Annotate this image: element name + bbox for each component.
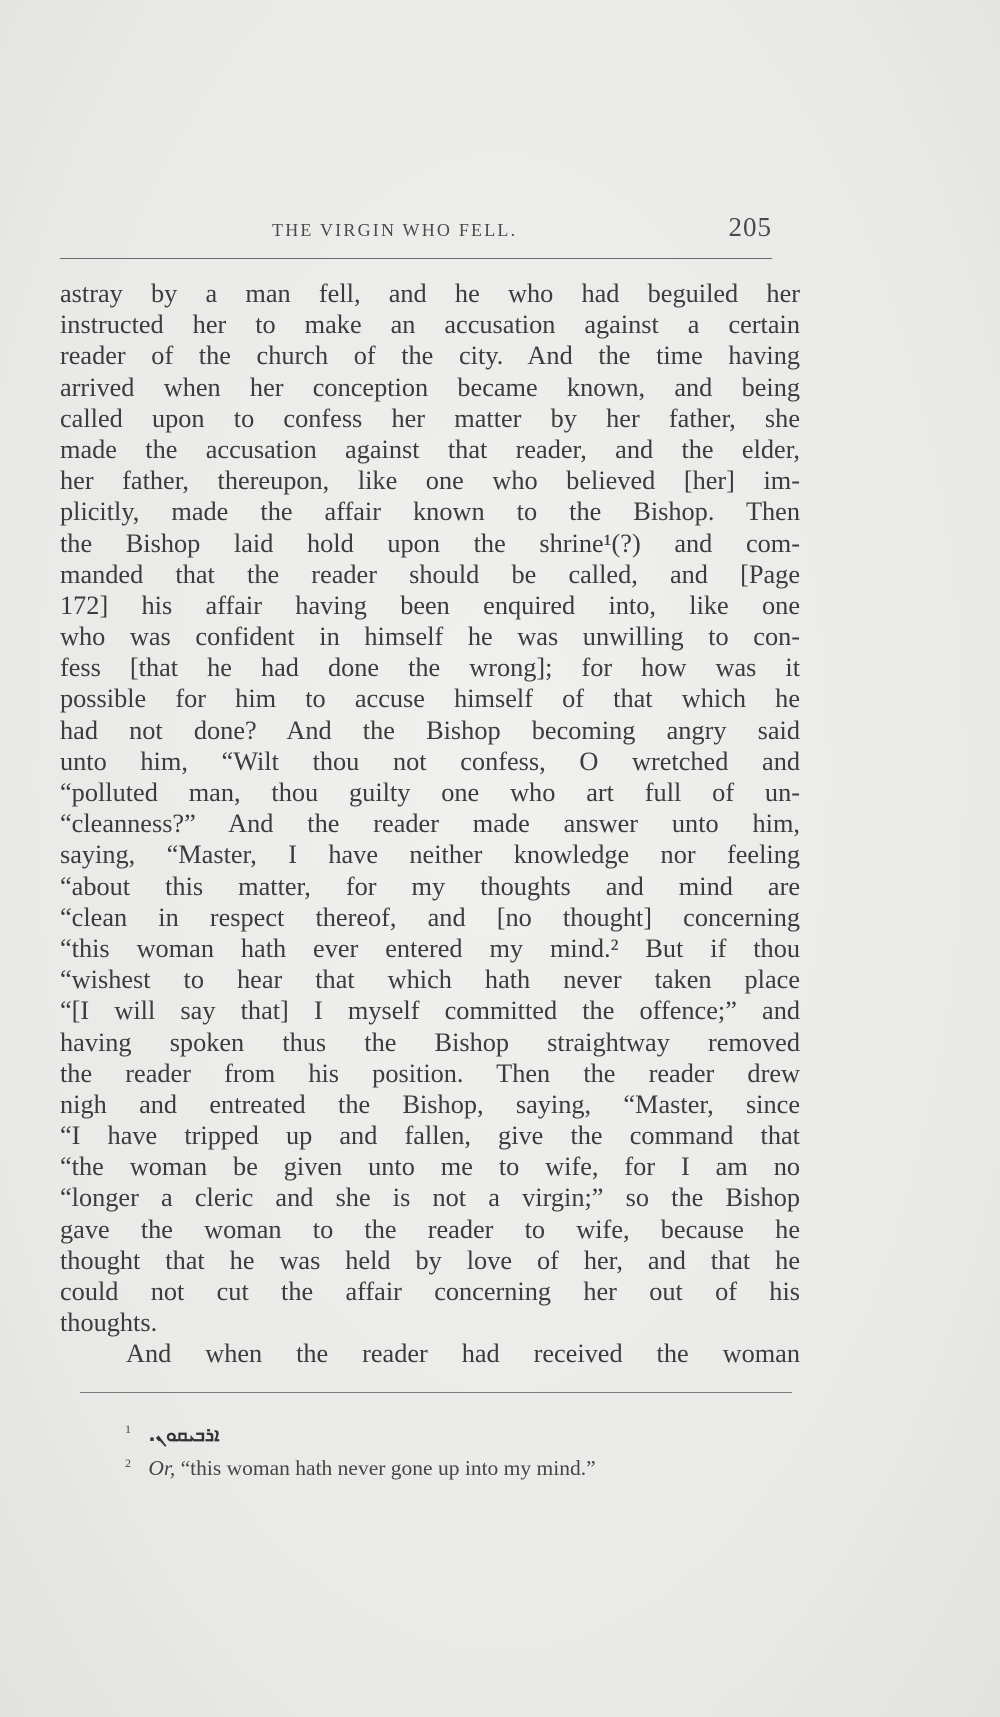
- text-line: “this woman hath ever entered my mind.² But if thou: [60, 933, 800, 963]
- body-text: [60, 278, 800, 1370]
- text-line: instructed her to make an accusation against a certain: [60, 310, 800, 340]
- footnote-italic: Or,: [148, 1456, 176, 1481]
- text-line: unto him, “Wilt thou not confess, O wretched and: [60, 746, 800, 776]
- text-line: had not done? And the Bishop becoming angry said: [60, 715, 800, 745]
- text-line-paragraph-start: And when the reader had received the woman: [126, 1339, 800, 1369]
- footnote-rule: [80, 1392, 792, 1393]
- text-line: fess [that he had done the wrong]; for how was it: [60, 653, 800, 683]
- text-line: arrived when her conception became known, and being: [60, 372, 800, 402]
- footnote-2: [125, 1446, 805, 1480]
- text-line: manded that the reader should be called, and [Page: [60, 559, 800, 589]
- text-line: made the accusation against that reader, and the elder,: [60, 434, 800, 464]
- text-line: “I have tripped up and fallen, give the command that: [60, 1121, 800, 1151]
- text-line: plicitly, made the affair known to the Bishop. Then: [60, 497, 800, 527]
- text-line: “longer a cleric and she is not a virgin;” so the Bishop: [60, 1183, 800, 1213]
- text-line: her father, thereupon, like one who believed [her] im-: [60, 466, 800, 496]
- text-line: gave the woman to the reader to wife, because he: [60, 1214, 800, 1244]
- text-line: 172] his affair having been enquired into, like one: [60, 590, 800, 620]
- footnote-1: [125, 1412, 805, 1446]
- header-rule: [60, 258, 772, 259]
- text-line: having spoken thus the Bishop straightway removed: [60, 1027, 800, 1057]
- text-line: “polluted man, thou guilty one who art full of un-: [60, 778, 800, 807]
- text-line: the Bishop laid hold upon the shrine¹(?) and com-: [60, 528, 800, 558]
- text-line: possible for him to accuse himself of that which he: [60, 684, 800, 714]
- text-line: “wishest to hear that which hath never taken place: [60, 965, 800, 995]
- text-line: “[I will say that] I myself committed the offence;” and: [60, 996, 800, 1026]
- page-header: [60, 212, 772, 250]
- footnote-marker: 2: [125, 1456, 131, 1470]
- text-line: reader of the church of the city. And the time having: [60, 341, 800, 371]
- text-line: astray by a man fell, and he who had beguiled her: [60, 279, 800, 308]
- text-line: the reader from his position. Then the reader drew: [60, 1058, 800, 1088]
- running-title: THE VIRGIN WHO FELL.: [272, 220, 518, 240]
- text-line: could not cut the affair concerning her out of his: [60, 1277, 800, 1306]
- text-line: “about this matter, for my thoughts and mind are: [60, 871, 800, 901]
- text-line: who was confident in himself he was unwilling to con-: [60, 622, 800, 652]
- text-line: saying, “Master, I have neither knowledge nor feeling: [60, 840, 800, 870]
- text-line: thoughts.: [60, 1308, 158, 1338]
- text-line: “cleanness?” And the reader made answer unto him,: [60, 809, 800, 839]
- text-line: nigh and entreated the Bishop, saying, “Master, since: [60, 1089, 800, 1119]
- text-line: thought that he was held by love of her, and that he: [60, 1245, 800, 1275]
- footnote-text: “this woman hath never gone up into my mind.”: [180, 1456, 596, 1481]
- footnotes: [125, 1412, 805, 1480]
- syriac-word: ܐܪܒܝܩܘܢ.: [148, 1424, 220, 1447]
- text-line: called upon to confess her matter by her father, she: [60, 403, 800, 433]
- footnote-marker: 1: [125, 1422, 131, 1436]
- text-line: “the woman be given unto me to wife, for I am no: [60, 1152, 800, 1182]
- text-line: “clean in respect thereof, and [no thought] concerning: [60, 902, 800, 932]
- page-number: 205: [728, 212, 772, 242]
